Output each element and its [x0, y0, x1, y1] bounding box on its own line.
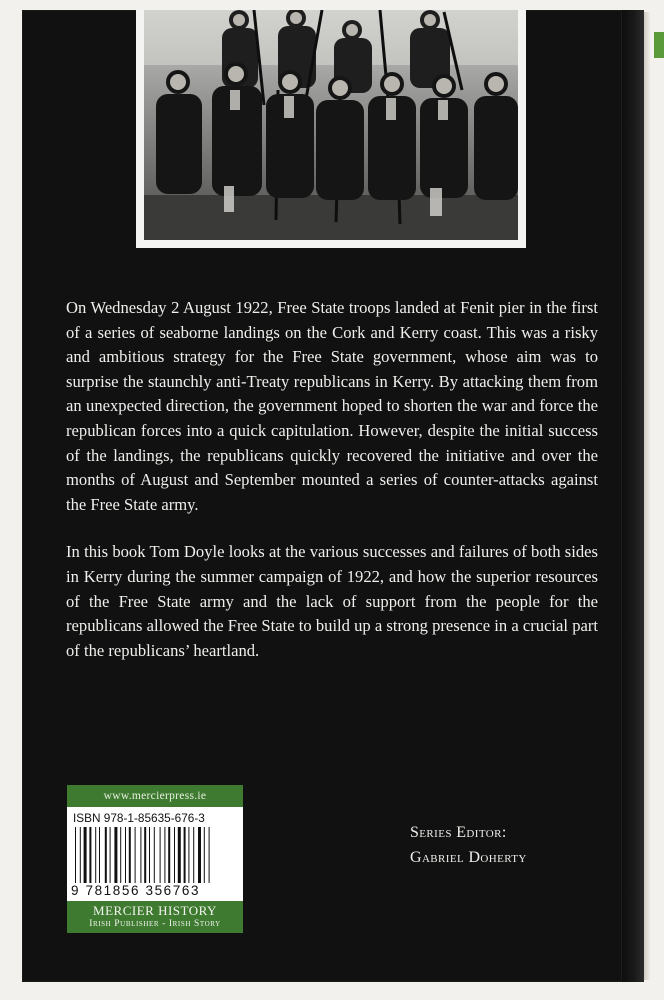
isbn-barcode-block — [67, 785, 243, 933]
group-photograph-icon — [144, 10, 518, 240]
isbn-number: ISBN 978-1-85635-676-3 — [73, 811, 205, 825]
barcode-icon — [73, 827, 239, 885]
group-photograph — [144, 10, 518, 240]
spine-colour-mark — [654, 32, 664, 58]
photo-frame — [136, 10, 526, 248]
publisher-tagline: Irish Publisher - Irish Story — [89, 919, 221, 929]
blurb-paragraph-1: On Wednesday 2 August 1922, Free State troops landed at Fenit pier in the first of a series of seaborne landings on the Cork and Kerry coast. This was a risky and ambitious strategy for the Free State government, whose aim was to surprise the staunchly anti-Treaty republicans in Kerry. By attacking them from an unexpected direction, the government hoped to shorten the war and force the republican forces into a quick capitulation. However, despite the initial success of the landings, the republicans quickly recovered the initiative and over the months of August and September mounted a series of counter-attacks against the Free State army. — [66, 298, 598, 514]
barcode — [73, 827, 239, 885]
book-page-edge — [644, 12, 650, 980]
series-editor — [410, 820, 527, 870]
publisher-band — [67, 901, 243, 933]
book-spine-edge — [620, 10, 644, 982]
publisher-url: www.mercierpress.ie — [67, 785, 243, 807]
series-editor-name: Gabriel Doherty — [410, 849, 527, 866]
series-editor-label: Series Editor: — [410, 824, 507, 841]
barcode-digits: 9 781856 356763 — [71, 883, 201, 898]
blurb-paragraph-2: In this book Tom Doyle looks at the various successes and failures of both sides in Kerry during the summer campaign of 1922, and how the superior resources of the Free State army and the lack of support from the people for the republicans allowed the Free State to build up a strong presence in a crucial part of the republicans’ heartland. — [66, 542, 598, 660]
blurb-text — [66, 296, 598, 686]
publisher-name: MERCIER HISTORY — [93, 903, 217, 918]
